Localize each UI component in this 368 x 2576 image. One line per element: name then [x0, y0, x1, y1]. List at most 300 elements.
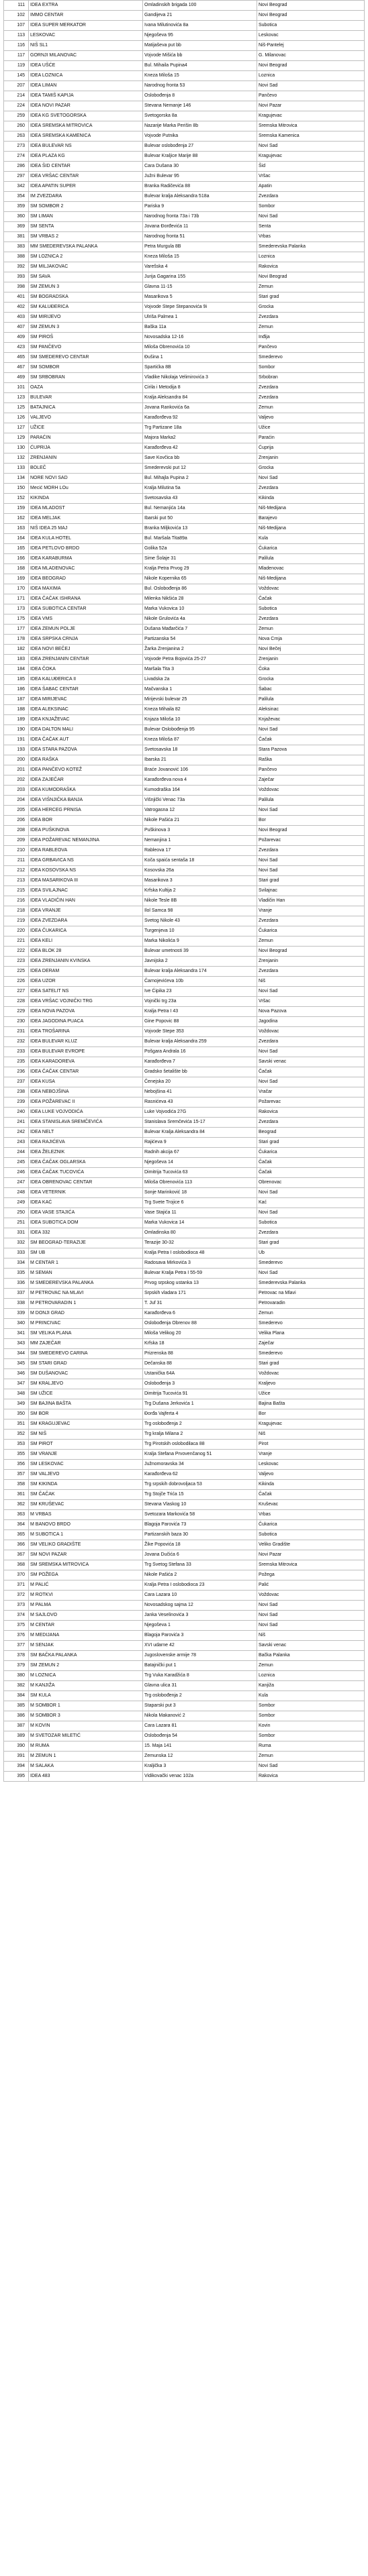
store-number-cell: 398 [3, 282, 29, 292]
store-city-cell: Knjaževac [257, 715, 365, 724]
store-address-cell: Gine Popovic 88 [143, 1017, 257, 1026]
store-number-cell: 245 [3, 1158, 29, 1167]
store-number-cell: 370 [3, 1570, 29, 1580]
store-address-cell: Narodnog fronta 73a i 73b [143, 212, 257, 221]
store-address-cell: Trg Svete Trojice 6 [143, 1198, 257, 1208]
store-address-cell: Bulevar umetnosti 39 [143, 947, 257, 956]
store-name-cell: SM LOZNICA 2 [29, 252, 143, 262]
store-number-cell: 362 [3, 1500, 29, 1509]
store-name-cell: IDEA APATIN SUPER [29, 182, 143, 191]
store-name-cell: IDEA KELI [29, 936, 143, 946]
table-row [3, 182, 365, 192]
store-address-cell: Vase Stajića 11 [143, 1208, 257, 1218]
store-name-cell: LESKOVAC [29, 31, 143, 40]
store-address-cell: Kralja Stefana Prvovenčanog 51 [143, 1450, 257, 1459]
store-name-cell: M SAJLOVO [29, 1611, 143, 1620]
table-row [3, 1550, 365, 1560]
table-row [3, 1450, 365, 1460]
store-address-cell: Spartićka 8B [143, 363, 257, 372]
store-city-cell: Zvezdara [257, 1037, 365, 1046]
store-city-cell: Kanjiža [257, 1681, 365, 1690]
store-number-cell: 389 [3, 1731, 29, 1741]
store-address-cell: Jurija Gagarina 155 [143, 272, 257, 282]
store-number-cell: 186 [3, 685, 29, 694]
store-number-cell: 113 [3, 31, 29, 40]
store-address-cell: Trg oslobođenja 2 [143, 1691, 257, 1701]
store-city-cell: Rakovica [257, 262, 365, 272]
table-row [3, 353, 365, 363]
store-address-cell: Novosadskog sajma 12 [143, 1601, 257, 1610]
store-address-cell: Rajićeva 9 [143, 1138, 257, 1147]
table-row [3, 846, 365, 856]
store-number-cell: 191 [3, 735, 29, 745]
store-number-cell: 134 [3, 474, 29, 483]
store-city-cell: Sremska Mitrovica [257, 121, 365, 131]
store-address-cell: Blagoja Parovića 3 [143, 1631, 257, 1640]
store-name-cell: NORE NOVI SAD [29, 474, 143, 483]
store-address-cell: Staparski put 3 [143, 1701, 257, 1711]
store-number-cell: 402 [3, 303, 29, 312]
store-city-cell: Vršac [257, 997, 365, 1006]
store-number-cell: 339 [3, 1309, 29, 1318]
store-name-cell: IDEA OBRENOVAC CENTAR [29, 1178, 143, 1187]
store-name-cell: IDEA ZRENJANIN KVINSKA [29, 957, 143, 966]
store-city-cell: Kovin [257, 1721, 365, 1731]
table-row [3, 806, 365, 816]
store-city-cell: Beograd [257, 1128, 365, 1137]
store-number-cell: 171 [3, 594, 29, 604]
store-city-cell: Savski venac [257, 1057, 365, 1067]
table-row [3, 504, 365, 514]
store-address-cell: Ive Ćipika 23 [143, 987, 257, 996]
store-address-cell: Vladike Nikolaja Velimirovića 3 [143, 373, 257, 382]
store-number-cell: 132 [3, 453, 29, 463]
store-number-cell: 346 [3, 1369, 29, 1379]
store-city-cell: Novi Sad [257, 725, 365, 735]
table-row [3, 564, 365, 574]
store-name-cell: IDEA HERCEG PRNISA [29, 806, 143, 815]
store-name-cell: IDEA UZOR [29, 977, 143, 986]
store-number-cell: 392 [3, 262, 29, 272]
store-city-cell: Raška [257, 755, 365, 765]
store-address-cell: Kneza Miloša 15 [143, 71, 257, 80]
store-name-cell: SM PIROT [29, 1440, 143, 1449]
store-city-cell: Vranje [257, 1450, 365, 1459]
store-number-cell: 213 [3, 876, 29, 885]
store-number-cell: 229 [3, 1007, 29, 1016]
store-city-cell: Niš-Medijana [257, 504, 365, 513]
store-address-cell: Svetogorska 8a [143, 111, 257, 121]
store-number-cell: 337 [3, 1289, 29, 1298]
store-number-cell: 357 [3, 1470, 29, 1479]
table-row [3, 876, 365, 886]
table-row [3, 997, 365, 1007]
store-address-cell: Nazarije Marka Perišin 8b [143, 121, 257, 131]
store-address-cell: Gandijeva 21 [143, 11, 257, 20]
store-number-cell: 350 [3, 1409, 29, 1419]
table-row [3, 51, 365, 61]
store-number-cell: 126 [3, 413, 29, 423]
store-city-cell: Zvezdara [257, 1118, 365, 1127]
store-city-cell: Novi Sad [257, 856, 365, 865]
store-number-cell: 376 [3, 1631, 29, 1640]
table-row [3, 131, 365, 142]
store-city-cell: Stari grad [257, 1238, 365, 1248]
store-name-cell: SM VELIKA PLANA [29, 1329, 143, 1338]
store-city-cell: Čukarica [257, 544, 365, 553]
store-number-cell: 127 [3, 423, 29, 433]
store-name-cell: M SUBOTICA 1 [29, 1530, 143, 1540]
table-row [3, 977, 365, 987]
store-name-cell: SM BEOGRAD-TERAZIJE [29, 1238, 143, 1248]
store-address-cell: Karađorđeva 62 [143, 1470, 257, 1479]
store-address-cell: Bul. Mihaila Pupina4 [143, 61, 257, 70]
store-address-cell: Janka Veselinovića 3 [143, 1611, 257, 1620]
store-name-cell: IDEA VRANJE [29, 906, 143, 916]
store-city-cell: Aleksinac [257, 705, 365, 714]
store-number-cell: 208 [3, 826, 29, 835]
store-city-cell: Leskovac [257, 31, 365, 40]
store-address-cell: Žarka Zrenjanina 2 [143, 645, 257, 654]
store-address-cell: Knjaza Miloša 10 [143, 715, 257, 724]
store-number-cell: 467 [3, 363, 29, 372]
store-name-cell: M SVETOZAR MILETIĆ [29, 1731, 143, 1741]
store-address-cell: Ibarska 21 [143, 755, 257, 765]
store-name-cell: IDEA NELT [29, 1128, 143, 1137]
store-name-cell: IM ZVEZDARA [29, 192, 143, 201]
store-address-cell: Bulevar Kralja Aleksandra 84 [143, 1128, 257, 1137]
store-address-cell: Braće Jovanović 106 [143, 765, 257, 775]
store-address-cell: Južnomoravska 34 [143, 1460, 257, 1469]
table-row [3, 524, 365, 534]
store-number-cell: 369 [3, 222, 29, 231]
store-number-cell: 193 [3, 745, 29, 755]
store-name-cell: SM SOMBOR 2 [29, 202, 143, 211]
store-name-cell: VALJEVO [29, 413, 143, 423]
store-city-cell: Novi Sad [257, 212, 365, 221]
store-city-cell: Zemun [257, 403, 365, 413]
store-city-cell: Kikinda [257, 494, 365, 503]
store-city-cell: Subotica [257, 1530, 365, 1540]
store-number-cell: 182 [3, 645, 29, 654]
table-row [3, 292, 365, 303]
table-row [3, 574, 365, 584]
store-city-cell: Niš [257, 977, 365, 986]
store-city-cell: Požarevac [257, 836, 365, 845]
store-name-cell: SM BAJINA BAŠTA [29, 1399, 143, 1409]
store-address-cell: Pariska 9 [143, 202, 257, 211]
table-row [3, 584, 365, 594]
store-city-cell: Novi Sad [257, 806, 365, 815]
table-row [3, 202, 365, 212]
store-number-cell: 230 [3, 1017, 29, 1026]
store-city-cell: Novi Sad [257, 1077, 365, 1087]
table-row [3, 1188, 365, 1198]
store-number-cell: 223 [3, 957, 29, 966]
store-city-cell: Zemun [257, 936, 365, 946]
store-name-cell: BULEVAR [29, 393, 143, 402]
store-name-cell: M KOVIN [29, 1721, 143, 1731]
store-city-cell: Šabac [257, 685, 365, 694]
table-row [3, 836, 365, 846]
store-number-cell: 259 [3, 111, 29, 121]
store-address-cell: Javnijska 2 [143, 957, 257, 966]
store-city-cell: Valjevo [257, 413, 365, 423]
store-city-cell: Zemun [257, 1752, 365, 1761]
store-number-cell: 380 [3, 1671, 29, 1680]
store-address-cell: Marka Vukovica 14 [143, 1218, 257, 1228]
store-number-cell: 225 [3, 967, 29, 976]
store-city-cell: Mladenovac [257, 564, 365, 574]
store-number-cell: 164 [3, 534, 29, 543]
store-address-cell: Bulevar Kraljice Marije 88 [143, 152, 257, 161]
store-city-cell: Palilula [257, 554, 365, 564]
store-name-cell: M DONJI GRAD [29, 1309, 143, 1318]
table-row [3, 252, 365, 262]
store-number-cell: 373 [3, 1601, 29, 1610]
store-name-cell: IDEA TROŠARINA [29, 1027, 143, 1036]
table-row [3, 1339, 365, 1349]
store-name-cell: M PALIĆ [29, 1580, 143, 1590]
store-number-cell: 239 [3, 1097, 29, 1107]
store-name-cell: SM KULA [29, 1691, 143, 1701]
store-name-cell: IDEA ČAČAK TUCOVIĆA [29, 1168, 143, 1177]
store-address-cell: Karađorđeva nova 4 [143, 775, 257, 785]
table-row [3, 1057, 365, 1067]
table-row [3, 1027, 365, 1037]
table-row [3, 1419, 365, 1430]
store-name-cell: IDEA ČOKA [29, 665, 143, 674]
store-address-cell: Turgenjeva 10 [143, 926, 257, 936]
table-row [3, 1490, 365, 1500]
store-address-cell: Bulevar kralja Aleksandra 518a [143, 192, 257, 201]
store-address-cell: Žike Popovića 18 [143, 1540, 257, 1550]
table-row [3, 755, 365, 765]
table-row [3, 1148, 365, 1158]
store-number-cell: 102 [3, 11, 29, 20]
store-address-cell: Stevana Vlaskog 10 [143, 1500, 257, 1509]
store-city-cell: Savski venac [257, 1641, 365, 1650]
table-row [3, 1772, 365, 1782]
store-city-cell: Niš-Medijana [257, 574, 365, 584]
store-number-cell: 332 [3, 1238, 29, 1248]
store-address-cell: Masarikova 3 [143, 876, 257, 885]
store-number-cell: 247 [3, 1178, 29, 1187]
table-row [3, 1077, 365, 1087]
table-row [3, 1198, 365, 1208]
store-city-cell: Leskovac [257, 1460, 365, 1469]
table-row [3, 242, 365, 252]
store-name-cell: SM KRALJEVO [29, 1379, 143, 1389]
store-number-cell: 233 [3, 1047, 29, 1057]
store-number-cell: 263 [3, 131, 29, 141]
table-row [3, 1108, 365, 1118]
store-number-cell: 343 [3, 1339, 29, 1348]
store-address-cell: Vojvode Putnika [143, 131, 257, 141]
store-number-cell: 111 [3, 1, 29, 10]
table-row [3, 373, 365, 383]
table-row [3, 383, 365, 393]
store-city-cell: Svilajnac [257, 886, 365, 896]
store-list-table [3, 0, 365, 1782]
table-row [3, 695, 365, 705]
store-city-cell: Kikinda [257, 1480, 365, 1489]
store-city-cell: Vršac [257, 172, 365, 181]
table-row [3, 484, 365, 494]
store-number-cell: 240 [3, 1108, 29, 1117]
table-row [3, 303, 365, 313]
store-name-cell: IDEA BULEVAR KLUZ [29, 1037, 143, 1046]
store-city-cell: Novi Sad [257, 1269, 365, 1278]
store-city-cell: Požega [257, 1570, 365, 1580]
store-number-cell: 344 [3, 1349, 29, 1358]
store-city-cell: Pančevo [257, 765, 365, 775]
store-number-cell: 371 [3, 1580, 29, 1590]
table-row [3, 1389, 365, 1399]
store-city-cell: Sombor [257, 363, 365, 372]
store-name-cell: M SMEDEREVSKA PALANKA [29, 1279, 143, 1288]
store-address-cell: Njegoševa 95 [143, 31, 257, 40]
store-address-cell: Branka Miljkovića 13 [143, 524, 257, 533]
store-address-cell: Petra Murgula 8B [143, 242, 257, 252]
store-number-cell: 189 [3, 715, 29, 724]
table-row [3, 262, 365, 272]
table-row [3, 1087, 365, 1097]
table-row [3, 856, 365, 866]
store-number-cell: 349 [3, 1399, 29, 1409]
store-address-cell: Kralja Aleksandra 84 [143, 393, 257, 402]
store-address-cell: Stanislava Sremčevića 15-17 [143, 1118, 257, 1127]
store-city-cell: Smederevo [257, 1319, 365, 1328]
table-row [3, 162, 365, 172]
store-name-cell: IDEA ŠID CENTAR [29, 162, 143, 171]
store-name-cell: M RUMA [29, 1741, 143, 1751]
store-city-cell: Niš-Medijana [257, 524, 365, 533]
table-row [3, 433, 365, 443]
store-name-cell: SM KALUĐERICA [29, 303, 143, 312]
store-city-cell: Voždovac [257, 786, 365, 795]
store-city-cell: Novi Sad [257, 81, 365, 91]
table-row [3, 906, 365, 916]
table-row [3, 1721, 365, 1731]
store-number-cell: 372 [3, 1591, 29, 1600]
store-city-cell: Zvezdara [257, 484, 365, 493]
store-address-cell: Prizrenska 88 [143, 1349, 257, 1358]
store-number-cell: 341 [3, 1329, 29, 1338]
table-row [3, 313, 365, 323]
table-row [3, 625, 365, 635]
store-name-cell: IDEA BOR [29, 816, 143, 825]
table-row [3, 594, 365, 604]
store-address-cell: Oslobođenja Obrenov 88 [143, 1319, 257, 1328]
store-number-cell: 117 [3, 51, 29, 60]
store-name-cell: M SENJAK [29, 1641, 143, 1650]
store-city-cell: Novi Sad [257, 1047, 365, 1057]
store-address-cell: Rasnićeva 43 [143, 1097, 257, 1107]
store-number-cell: 203 [3, 786, 29, 795]
store-number-cell: 382 [3, 1681, 29, 1690]
store-city-cell: Pančevo [257, 91, 365, 101]
table-row [3, 967, 365, 977]
table-row [3, 81, 365, 91]
store-address-cell: Karađorđeva 92 [143, 413, 257, 423]
store-number-cell: 238 [3, 1087, 29, 1097]
table-row [3, 534, 365, 544]
store-city-cell: Čačak [257, 1490, 365, 1499]
table-row [3, 554, 365, 564]
store-name-cell: IDEA PETLOVO BRDO [29, 544, 143, 553]
store-name-cell: IDEA SVILAJNAC [29, 886, 143, 896]
store-name-cell: IDEA VLADIČIN HAN [29, 896, 143, 906]
table-row [3, 91, 365, 101]
store-city-cell: Novi Sad [257, 987, 365, 996]
store-city-cell: Sombor [257, 1731, 365, 1741]
table-row [3, 71, 365, 81]
table-row [3, 1641, 365, 1651]
store-city-cell: Grocka [257, 464, 365, 473]
store-address-cell: Nikole Grulovića 4a [143, 614, 257, 624]
table-row [3, 474, 365, 484]
store-number-cell: 145 [3, 71, 29, 80]
store-name-cell: M PETROVARADIN 1 [29, 1299, 143, 1308]
store-city-cell: Velika Plana [257, 1329, 365, 1338]
store-address-cell: Južni Bulevar 95 [143, 172, 257, 181]
store-name-cell: IDEA ZVEZDARA [29, 916, 143, 926]
store-city-cell: Grocka [257, 303, 365, 312]
store-number-cell: 334 [3, 1258, 29, 1268]
store-city-cell: Čoka [257, 665, 365, 674]
table-row [3, 1349, 365, 1359]
store-city-cell: Novi Sad [257, 1188, 365, 1197]
table-row [3, 816, 365, 826]
store-number-cell: 347 [3, 1379, 29, 1389]
store-address-cell: Cara Lazara 81 [143, 1721, 257, 1731]
store-name-cell: SM ZEMUN 2 [29, 1661, 143, 1670]
store-number-cell: 168 [3, 564, 29, 574]
store-address-cell: Trg Svetog Stefana 33 [143, 1560, 257, 1570]
store-city-cell: Čukarica [257, 1148, 365, 1157]
store-number-cell: 237 [3, 1077, 29, 1087]
store-address-cell: Vojvode Stepe 353 [143, 1027, 257, 1036]
store-address-cell: Kumodraška 164 [143, 786, 257, 795]
store-number-cell: 241 [3, 1118, 29, 1127]
store-address-cell: Radnih akcija 67 [143, 1148, 257, 1157]
table-row [3, 232, 365, 242]
store-address-cell: Vojnički trg 23a [143, 997, 257, 1006]
store-number-cell: 236 [3, 1067, 29, 1077]
store-city-cell: Paraćin [257, 433, 365, 443]
table-row [3, 494, 365, 504]
store-city-cell: Rakovica [257, 1108, 365, 1117]
store-address-cell: Bulevar kralja Aleksandra 259 [143, 1037, 257, 1046]
store-number-cell: 175 [3, 614, 29, 624]
store-city-cell: Stari grad [257, 1359, 365, 1368]
store-address-cell: Cara Dušana 30 [143, 162, 257, 171]
store-address-cell: Baška 11a [143, 323, 257, 332]
store-address-cell: Bulevar kralja Aleksandra 174 [143, 967, 257, 976]
store-name-cell: M PRINCIVAC [29, 1319, 143, 1328]
store-address-cell: Oslobođenja 3 [143, 1379, 257, 1389]
store-number-cell: 423 [3, 343, 29, 352]
table-row [3, 635, 365, 645]
store-number-cell: 260 [3, 121, 29, 131]
store-name-cell: SM ZEMUN 3 [29, 323, 143, 332]
store-city-cell: Barajevo [257, 514, 365, 523]
store-address-cell: Karađorđeva 6 [143, 1309, 257, 1318]
store-number-cell: 377 [3, 1641, 29, 1650]
store-city-cell: Novi Sad [257, 866, 365, 875]
store-name-cell: M BANOVO BRDO [29, 1520, 143, 1529]
